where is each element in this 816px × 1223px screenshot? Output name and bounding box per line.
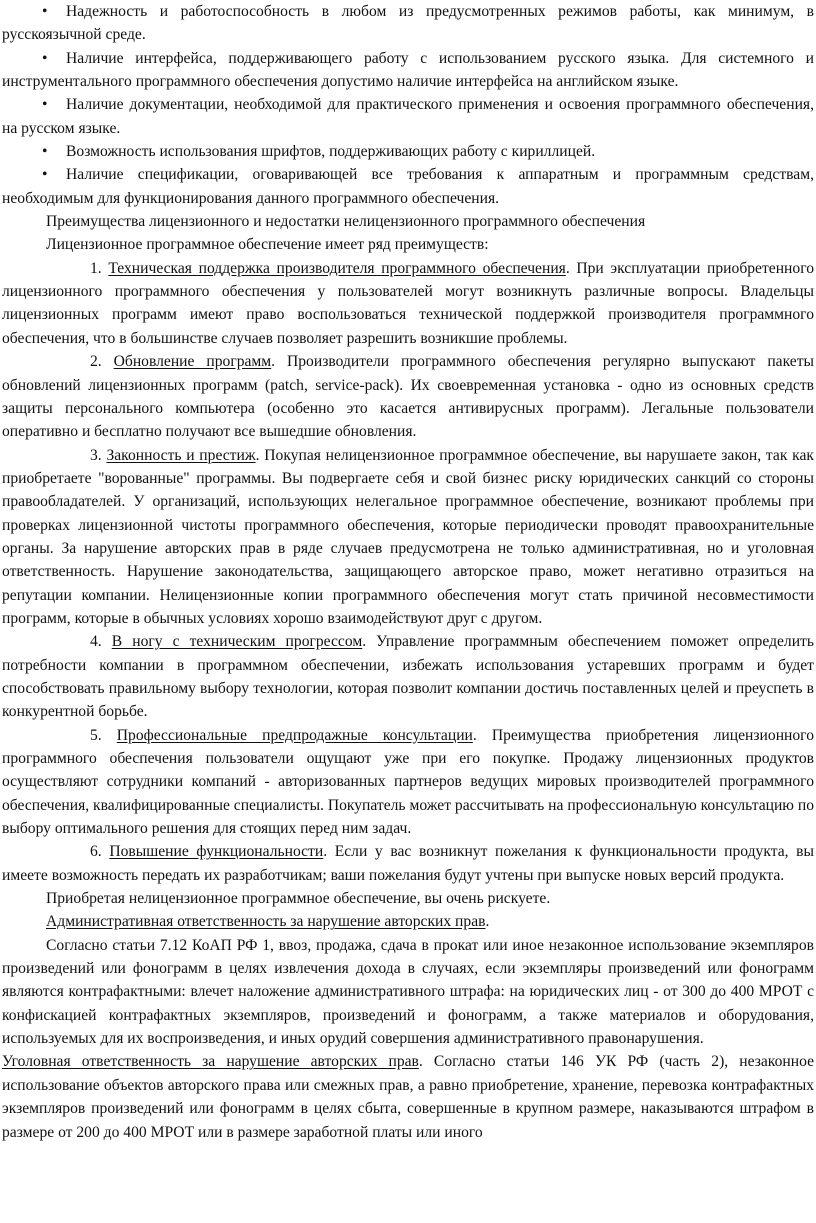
advantage-item-2 [2, 350, 814, 443]
item-text: . Управление программным обеспечением поможет определить потребности компании в программном обеспечении, избежать использования устаревших программ и будет способствовать правильному выбору технологии, которая позволит компании достичь поставленных целей и преуспеть в конкурентной борьбе. [2, 633, 814, 721]
admin-heading-line [2, 910, 814, 933]
bullet-icon: • [42, 3, 48, 20]
item-number: 2. [90, 353, 102, 371]
advantage-item-3 [2, 444, 814, 631]
criminal-text: . Согласно статьи 146 УК РФ (часть 2), незаконное использование объектов авторского права или смежных прав, а равно приобретение, хранение, перевозка контрафактных экземпляров произведений или фонограмм в целях сбыта, совершенные в крупном размере, наказываются штрафом в размере от 200 до 400 МРОТ или в размере заработной платы или иного [2, 1053, 814, 1141]
criminal-heading: Уголовная ответственность за нарушение авторских прав [2, 1053, 419, 1071]
item-title: Повышение функциональности [109, 843, 324, 861]
admin-text: Согласно статьи 7.12 КоАП РФ 1, ввоз, продажа, сдача в прокат или иное незаконное использование экземпляров произведений или фонограмм в целях извлечения дохода в случаях, если экземпляры произведений или фонограмм являются контрафактными: влечет наложение административного штрафа: на юридических лиц - от 300 до 400 МРОТ с конфискацией контрафактных экземпляров, произведений и фонограмм, а также материалов и оборудования, используемых для их воспроизведения, и иных орудий совершения административного правонарушения. [2, 936, 814, 1048]
document-page [2, 0, 814, 1223]
item-text: . Если у вас возникнут пожелания к функциональности продукта, вы имеете возможность передать их разработчикам; ваши пожелания будут учтены при выпуске новых версий продукта. [2, 843, 814, 884]
section-heading: Преимущества лицензионного и недостатки нелицензионного программного обеспечения [46, 213, 646, 231]
bullet-item-3 [2, 93, 814, 140]
bullet-item-5 [2, 163, 814, 210]
item-title: Техническая поддержка производителя программного обеспечения [108, 259, 566, 277]
bullet-text: Наличие документации, необходимой для практического применения и освоения программного обеспечения, на русском языке. [2, 96, 814, 137]
item-text: . Преимущества приобретения лицензионного программного обеспечения пользователи ощущают уже при его покупке. Продажу лицензионных продуктов осуществляют сотрудники компаний - авторизованных партнеров ведущих мировых производителей программного обеспечения, квалифицированные специалисты. Покупатель может рассчитывать на профессиональную консультацию по выбору оптимального решения для стоящих перед ним задач. [2, 726, 814, 838]
item-title: В ногу с техническим прогрессом [111, 633, 363, 651]
risk-sentence: Приобретая нелицензионное программное обеспечение, вы очень рискуете. [46, 890, 551, 908]
advantage-item-4 [2, 630, 814, 723]
item-number: 1. [90, 259, 102, 277]
advantage-item-6 [2, 840, 814, 887]
item-title: Обновление программ [113, 353, 272, 371]
bullet-icon: • [42, 96, 48, 114]
item-text: . При эксплуатации приобретенного лицензионного программного обеспечения у пользователей могут возникнуть различные вопросы. Владельцы лицензионных программ имеют право воспользоваться технической поддержкой производителя программного обеспечения, что в большинстве случаев позволяет разрешить возникшие проблемы. [2, 259, 814, 347]
intro-text: Лицензионное программное обеспечение имеет ряд преимуществ: [46, 236, 489, 254]
criminal-paragraph [2, 1050, 814, 1143]
bullet-text: Возможность использования шрифтов, поддерживающих работу с кириллицей. [66, 143, 596, 161]
bullet-icon: • [42, 49, 48, 67]
admin-heading-period: . [485, 913, 490, 931]
item-text: . Производители программного обеспечения регулярно выпускают пакеты обновлений лицензионных программ (patch, service-pack). Их своевременная установка - одно из основных средств защиты персонального компьютера (особенно это касается антивирусных программ). Легальные пользователи оперативно и бесплатно получают все вышедшие обновления. [2, 353, 814, 441]
item-number: 6. [90, 843, 102, 861]
bullet-item-4 [2, 140, 814, 163]
bullet-icon: • [42, 166, 48, 184]
bullet-text: Наличие интерфейса, поддерживающего работу с использованием русского языка. Для системного и инструментального программного обеспечения допустимо наличие интерфейса на английском языке. [2, 49, 814, 91]
item-number: 3. [90, 446, 102, 464]
item-number: 4. [90, 633, 102, 651]
admin-heading: Административная ответственность за нарушение авторских прав [46, 913, 486, 931]
advantage-item-1 [2, 257, 814, 350]
bullet-icon: • [42, 143, 48, 161]
bullet-text: Надежность и работоспособность в любом из предусмотренных режимов работы, как минимум, в русскоязычной среде. [2, 3, 814, 44]
item-title: Законность и престиж [106, 446, 256, 464]
item-text: . Покупая нелицензионное программное обеспечение, вы нарушаете закон, так как приобретаете "ворованные" программы. Вы подвергаете себя и свой бизнес риску юридических санкций со стороны правообладателей. У организаций, использующих нелегальное программное обеспечение, возникают проблемы при проверках лицензионной чистоты программного обеспечения, которые периодически проводят правоохранительные органы. За нарушение авторских прав в ряде случаев предусмотрена не только административная, но и уголовная ответственность. Нарушение законодательства, защищающего авторское право, может негативно отразиться на репутации компании. Нелицензионные копии программного обеспечения могут стать причиной несовместимости программ, которые в обычных условиях хорошо взаимодействуют друг с другом. [2, 446, 814, 627]
item-number: 5. [90, 726, 102, 744]
bullet-item-2 [2, 47, 814, 94]
item-title: Профессиональные предпродажные консультации [116, 726, 473, 744]
bullet-item-1 [2, 0, 814, 47]
bullet-text: Наличие спецификации, оговаривающей все требования к аппаратным и программным средствам, необходимым для функционирования данного программного обеспечения. [2, 166, 814, 207]
advantage-item-5 [2, 724, 814, 841]
